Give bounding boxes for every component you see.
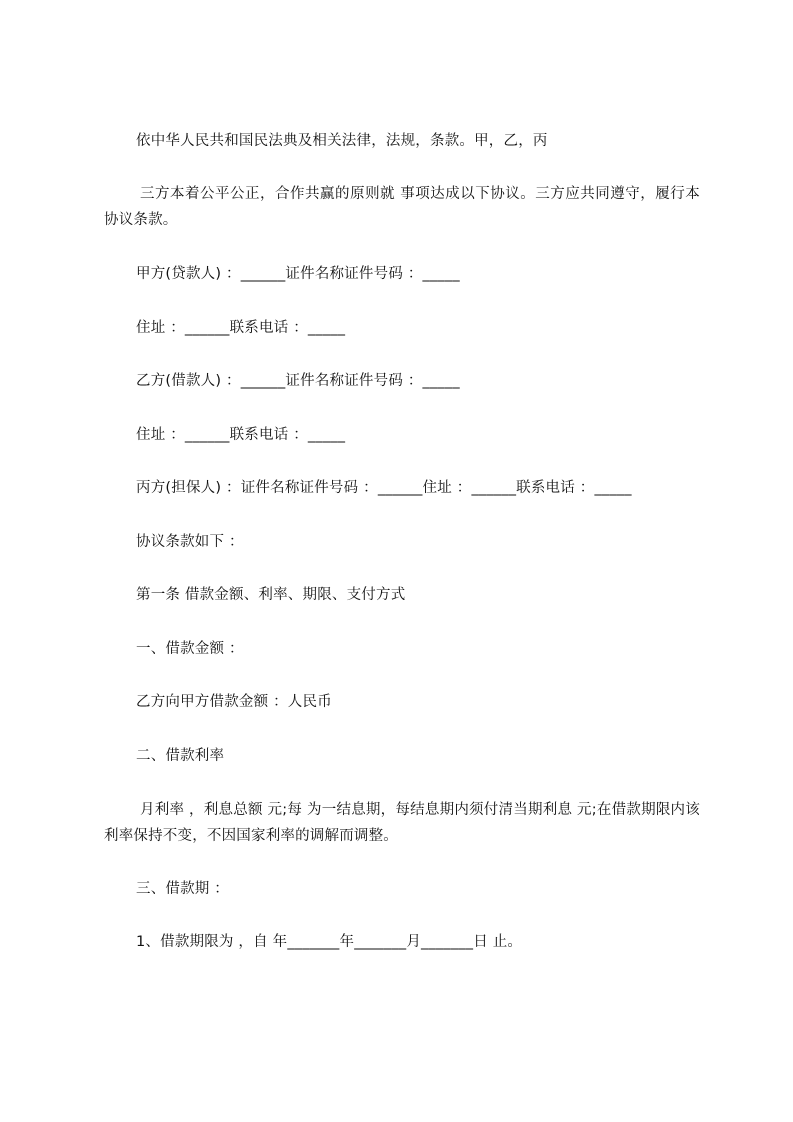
intro-line: 依中华人民共和国民法典及相关法律，法规，条款。甲，乙，丙 — [136, 133, 548, 149]
article-1-title: 第一条 借款金额、利率、期限、支付方式 — [136, 587, 406, 603]
party-a-line: 甲方(贷款人) ：______证件名称证件号码 ：_____ — [136, 266, 460, 282]
section-3-item-1: 1、借款期限为 ，自 年_______年_______月_______日 止。 — [136, 934, 523, 950]
terms-intro: 协议条款如下 ： — [136, 534, 244, 550]
party-c-line: 丙方(担保人) ：证件名称证件号码 ：______住址 ：______联系电话 ：_____ — [136, 480, 632, 496]
intro-paragraph: 三方本着公平公正，合作共赢的原则就 事项达成以下协议。三方应共同遵守，履行本协议条款。 — [104, 186, 700, 228]
party-b-address-line: 住址 ：______联系电话 ：_____ — [136, 427, 346, 443]
section-1-body: 乙方向甲方借款金额 ：人民币 — [136, 694, 332, 710]
section-2-title: 二、借款利率 — [136, 748, 225, 764]
party-b-line: 乙方(借款人) ：______证件名称证件号码 ：_____ — [136, 373, 460, 389]
section-1-title: 一、借款金额 ： — [136, 641, 244, 657]
section-3-title: 三、借款期 ： — [136, 881, 230, 897]
section-2-body: 月利率 ，利息总额 元;每 为一结息期，每结息期内须付清当期利息 元;在借款期限内该利率保持不变，不因国家利率的调解而调整。 — [104, 802, 700, 844]
party-a-address-line: 住址 ：______联系电话 ：_____ — [136, 320, 346, 336]
